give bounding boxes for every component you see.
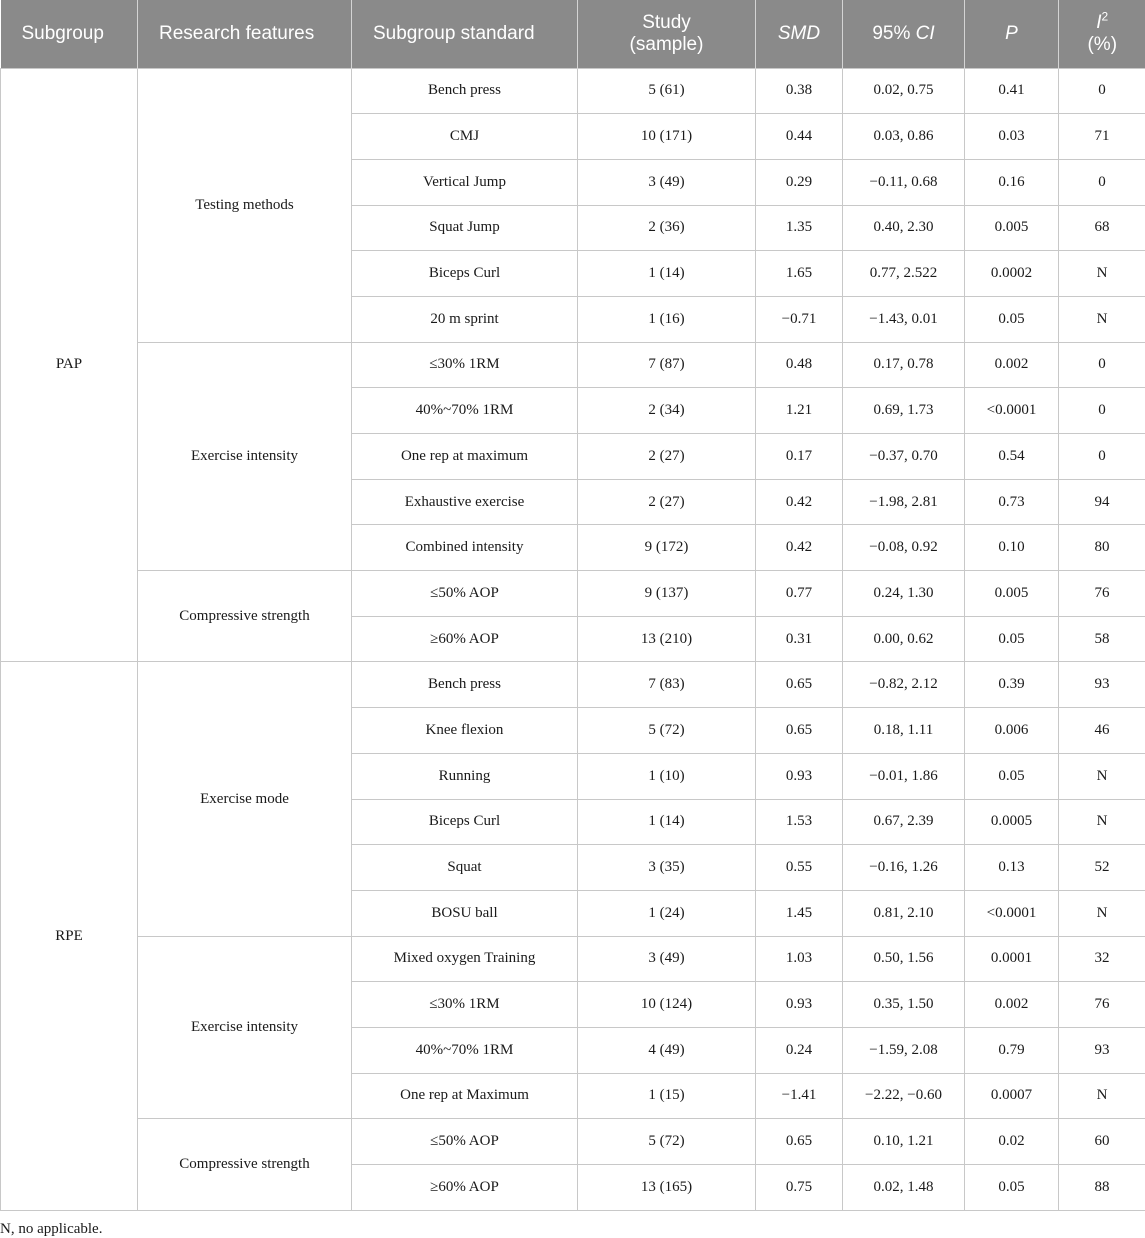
study-sample-cell: 1 (24) bbox=[578, 890, 756, 936]
table-row bbox=[1, 936, 1145, 982]
subgroup-standard-cell: Biceps Curl bbox=[352, 251, 578, 297]
p-value-cell: 0.006 bbox=[965, 708, 1059, 754]
i-squared-cell: N bbox=[1059, 296, 1145, 342]
research-feature-cell: Exercise intensity bbox=[138, 342, 352, 570]
i-squared-cell: N bbox=[1059, 799, 1145, 845]
smd-cell: 0.24 bbox=[756, 1027, 843, 1073]
smd-cell: −0.71 bbox=[756, 296, 843, 342]
i-squared-cell: 58 bbox=[1059, 616, 1145, 662]
p-value-cell: 0.002 bbox=[965, 982, 1059, 1028]
subgroup-standard-cell: 40%~70% 1RM bbox=[352, 388, 578, 434]
i-squared-cell: 0 bbox=[1059, 68, 1145, 114]
p-value-cell: 0.05 bbox=[965, 616, 1059, 662]
header-smd: SMD bbox=[756, 0, 843, 68]
p-value-cell: 0.79 bbox=[965, 1027, 1059, 1073]
header-research-features: Research features bbox=[138, 0, 352, 68]
i-squared-cell: N bbox=[1059, 890, 1145, 936]
header-p-value: P bbox=[965, 0, 1059, 68]
subgroup-standard-cell: ≥60% AOP bbox=[352, 1165, 578, 1211]
subgroup-standard-cell: ≤30% 1RM bbox=[352, 982, 578, 1028]
ci-cell: 0.67, 2.39 bbox=[843, 799, 965, 845]
smd-cell: 0.75 bbox=[756, 1165, 843, 1211]
p-value-cell: 0.05 bbox=[965, 1165, 1059, 1211]
ci-cell: 0.03, 0.86 bbox=[843, 114, 965, 160]
ci-cell: 0.00, 0.62 bbox=[843, 616, 965, 662]
ci-cell: 0.81, 2.10 bbox=[843, 890, 965, 936]
study-sample-cell: 4 (49) bbox=[578, 1027, 756, 1073]
i-squared-cell: 0 bbox=[1059, 388, 1145, 434]
smd-cell: 1.45 bbox=[756, 890, 843, 936]
study-sample-cell: 3 (49) bbox=[578, 159, 756, 205]
study-sample-cell: 7 (87) bbox=[578, 342, 756, 388]
ci-cell: −0.11, 0.68 bbox=[843, 159, 965, 205]
subgroup-standard-cell: Bench press bbox=[352, 662, 578, 708]
i-squared-cell: 52 bbox=[1059, 845, 1145, 891]
subgroup-standard-cell: Squat bbox=[352, 845, 578, 891]
i-squared-cell: 94 bbox=[1059, 479, 1145, 525]
ci-cell: 0.40, 2.30 bbox=[843, 205, 965, 251]
i-squared-cell: 60 bbox=[1059, 1119, 1145, 1165]
research-feature-cell: Exercise intensity bbox=[138, 936, 352, 1119]
header-subgroup: Subgroup bbox=[1, 0, 138, 68]
research-feature-cell: Testing methods bbox=[138, 68, 352, 342]
smd-cell: 0.44 bbox=[756, 114, 843, 160]
subgroup-standard-cell: 20 m sprint bbox=[352, 296, 578, 342]
p-value-cell: <0.0001 bbox=[965, 890, 1059, 936]
ci-cell: −0.82, 2.12 bbox=[843, 662, 965, 708]
p-value-cell: 0.03 bbox=[965, 114, 1059, 160]
p-value-cell: 0.05 bbox=[965, 753, 1059, 799]
ci-cell: 0.02, 1.48 bbox=[843, 1165, 965, 1211]
i-squared-cell: N bbox=[1059, 1073, 1145, 1119]
i-squared-cell: 0 bbox=[1059, 342, 1145, 388]
ci-cell: 0.77, 2.522 bbox=[843, 251, 965, 297]
subgroup-cell: PAP bbox=[1, 68, 138, 662]
table-row bbox=[1, 342, 1145, 388]
i-squared-cell: 32 bbox=[1059, 936, 1145, 982]
study-sample-cell: 5 (72) bbox=[578, 708, 756, 754]
i-squared-cell: 80 bbox=[1059, 525, 1145, 571]
i-squared-cell: 0 bbox=[1059, 159, 1145, 205]
ci-cell: 0.17, 0.78 bbox=[843, 342, 965, 388]
p-value-cell: 0.13 bbox=[965, 845, 1059, 891]
ci-cell: 0.24, 1.30 bbox=[843, 571, 965, 617]
subgroup-standard-cell: BOSU ball bbox=[352, 890, 578, 936]
study-sample-cell: 3 (49) bbox=[578, 936, 756, 982]
p-value-cell: 0.0001 bbox=[965, 936, 1059, 982]
study-sample-cell: 13 (165) bbox=[578, 1165, 756, 1211]
smd-cell: 1.21 bbox=[756, 388, 843, 434]
p-value-cell: 0.41 bbox=[965, 68, 1059, 114]
study-sample-cell: 10 (124) bbox=[578, 982, 756, 1028]
subgroup-standard-cell: Squat Jump bbox=[352, 205, 578, 251]
table-row bbox=[1, 68, 1145, 114]
smd-cell: 1.53 bbox=[756, 799, 843, 845]
p-value-cell: 0.16 bbox=[965, 159, 1059, 205]
ci-cell: 0.35, 1.50 bbox=[843, 982, 965, 1028]
ci-cell: 0.10, 1.21 bbox=[843, 1119, 965, 1165]
smd-cell: 0.55 bbox=[756, 845, 843, 891]
subgroup-standard-cell: Bench press bbox=[352, 68, 578, 114]
subgroup-standard-cell: One rep at Maximum bbox=[352, 1073, 578, 1119]
study-sample-cell: 1 (15) bbox=[578, 1073, 756, 1119]
smd-cell: 0.17 bbox=[756, 434, 843, 480]
table-row bbox=[1, 571, 1145, 617]
smd-cell: 0.65 bbox=[756, 708, 843, 754]
study-sample-cell: 7 (83) bbox=[578, 662, 756, 708]
p-value-cell: 0.54 bbox=[965, 434, 1059, 480]
i-squared-cell: N bbox=[1059, 251, 1145, 297]
p-value-cell: 0.73 bbox=[965, 479, 1059, 525]
p-value-cell: 0.05 bbox=[965, 296, 1059, 342]
smd-cell: 1.65 bbox=[756, 251, 843, 297]
study-sample-cell: 2 (27) bbox=[578, 434, 756, 480]
p-value-cell: <0.0001 bbox=[965, 388, 1059, 434]
subgroup-standard-cell: Knee flexion bbox=[352, 708, 578, 754]
ci-cell: −0.08, 0.92 bbox=[843, 525, 965, 571]
study-sample-cell: 1 (14) bbox=[578, 251, 756, 297]
study-sample-cell: 5 (61) bbox=[578, 68, 756, 114]
ci-cell: −1.98, 2.81 bbox=[843, 479, 965, 525]
subgroup-standard-cell: ≤30% 1RM bbox=[352, 342, 578, 388]
i-squared-cell: 0 bbox=[1059, 434, 1145, 480]
header-95-ci: 95% CI bbox=[843, 0, 965, 68]
smd-cell: 1.03 bbox=[756, 936, 843, 982]
subgroup-standard-cell: Mixed oxygen Training bbox=[352, 936, 578, 982]
subgroup-cell: RPE bbox=[1, 662, 138, 1210]
ci-cell: −0.16, 1.26 bbox=[843, 845, 965, 891]
smd-cell: 0.42 bbox=[756, 525, 843, 571]
p-value-cell: 0.0005 bbox=[965, 799, 1059, 845]
research-feature-cell: Exercise mode bbox=[138, 662, 352, 936]
subgroup-standard-cell: Running bbox=[352, 753, 578, 799]
research-feature-cell: Compressive strength bbox=[138, 1119, 352, 1210]
smd-cell: 0.65 bbox=[756, 1119, 843, 1165]
smd-cell: 0.93 bbox=[756, 982, 843, 1028]
p-value-cell: 0.10 bbox=[965, 525, 1059, 571]
i-squared-cell: 93 bbox=[1059, 1027, 1145, 1073]
i-squared-cell: 76 bbox=[1059, 571, 1145, 617]
p-value-cell: 0.002 bbox=[965, 342, 1059, 388]
smd-cell: 0.93 bbox=[756, 753, 843, 799]
study-sample-cell: 5 (72) bbox=[578, 1119, 756, 1165]
study-sample-cell: 2 (34) bbox=[578, 388, 756, 434]
ci-cell: 0.50, 1.56 bbox=[843, 936, 965, 982]
header-study-sample: Study (sample) bbox=[578, 0, 756, 68]
i-squared-cell: 46 bbox=[1059, 708, 1145, 754]
subgroup-standard-cell: Biceps Curl bbox=[352, 799, 578, 845]
i-squared-cell: 76 bbox=[1059, 982, 1145, 1028]
header-subgroup-standard: Subgroup standard bbox=[352, 0, 578, 68]
subgroup-standard-cell: ≤50% AOP bbox=[352, 571, 578, 617]
subgroup-standard-cell: ≤50% AOP bbox=[352, 1119, 578, 1165]
smd-cell: 0.29 bbox=[756, 159, 843, 205]
table-footnote: N, no applicable. bbox=[0, 1221, 103, 1237]
i-squared-cell: 88 bbox=[1059, 1165, 1145, 1211]
p-value-cell: 0.005 bbox=[965, 571, 1059, 617]
study-sample-cell: 13 (210) bbox=[578, 616, 756, 662]
subgroup-standard-cell: Combined intensity bbox=[352, 525, 578, 571]
smd-cell: 0.77 bbox=[756, 571, 843, 617]
table-body bbox=[1, 68, 1145, 1210]
smd-cell: 0.42 bbox=[756, 479, 843, 525]
smd-cell: 0.31 bbox=[756, 616, 843, 662]
header-i-squared: $I^2$ (%) bbox=[1059, 0, 1145, 68]
p-value-cell: 0.0007 bbox=[965, 1073, 1059, 1119]
i-squared-cell: 68 bbox=[1059, 205, 1145, 251]
smd-cell: 0.65 bbox=[756, 662, 843, 708]
study-sample-cell: 1 (14) bbox=[578, 799, 756, 845]
p-value-cell: 0.0002 bbox=[965, 251, 1059, 297]
ci-cell: −0.37, 0.70 bbox=[843, 434, 965, 480]
ci-cell: −0.01, 1.86 bbox=[843, 753, 965, 799]
p-value-cell: 0.39 bbox=[965, 662, 1059, 708]
i-squared-cell: 93 bbox=[1059, 662, 1145, 708]
study-sample-cell: 9 (137) bbox=[578, 571, 756, 617]
i-squared-cell: 71 bbox=[1059, 114, 1145, 160]
study-sample-cell: 3 (35) bbox=[578, 845, 756, 891]
ci-cell: 0.02, 0.75 bbox=[843, 68, 965, 114]
study-sample-cell: 10 (171) bbox=[578, 114, 756, 160]
subgroup-standard-cell: ≥60% AOP bbox=[352, 616, 578, 662]
header-row bbox=[1, 0, 1145, 68]
smd-cell: 1.35 bbox=[756, 205, 843, 251]
study-sample-cell: 9 (172) bbox=[578, 525, 756, 571]
ci-cell: −2.22, −0.60 bbox=[843, 1073, 965, 1119]
smd-cell: 0.48 bbox=[756, 342, 843, 388]
study-sample-cell: 1 (16) bbox=[578, 296, 756, 342]
ci-cell: −1.59, 2.08 bbox=[843, 1027, 965, 1073]
study-sample-cell: 2 (36) bbox=[578, 205, 756, 251]
p-value-cell: 0.02 bbox=[965, 1119, 1059, 1165]
research-feature-cell: Compressive strength bbox=[138, 571, 352, 662]
study-sample-cell: 1 (10) bbox=[578, 753, 756, 799]
subgroup-standard-cell: One rep at maximum bbox=[352, 434, 578, 480]
ci-cell: −1.43, 0.01 bbox=[843, 296, 965, 342]
ci-cell: 0.69, 1.73 bbox=[843, 388, 965, 434]
ci-cell: 0.18, 1.11 bbox=[843, 708, 965, 754]
table-row bbox=[1, 662, 1145, 708]
subgroup-standard-cell: 40%~70% 1RM bbox=[352, 1027, 578, 1073]
smd-cell: 0.38 bbox=[756, 68, 843, 114]
table-row bbox=[1, 1119, 1145, 1165]
p-value-cell: 0.005 bbox=[965, 205, 1059, 251]
i-squared-cell: N bbox=[1059, 753, 1145, 799]
smd-cell: −1.41 bbox=[756, 1073, 843, 1119]
study-sample-cell: 2 (27) bbox=[578, 479, 756, 525]
subgroup-standard-cell: CMJ bbox=[352, 114, 578, 160]
subgroup-standard-cell: Vertical Jump bbox=[352, 159, 578, 205]
subgroup-standard-cell: Exhaustive exercise bbox=[352, 479, 578, 525]
